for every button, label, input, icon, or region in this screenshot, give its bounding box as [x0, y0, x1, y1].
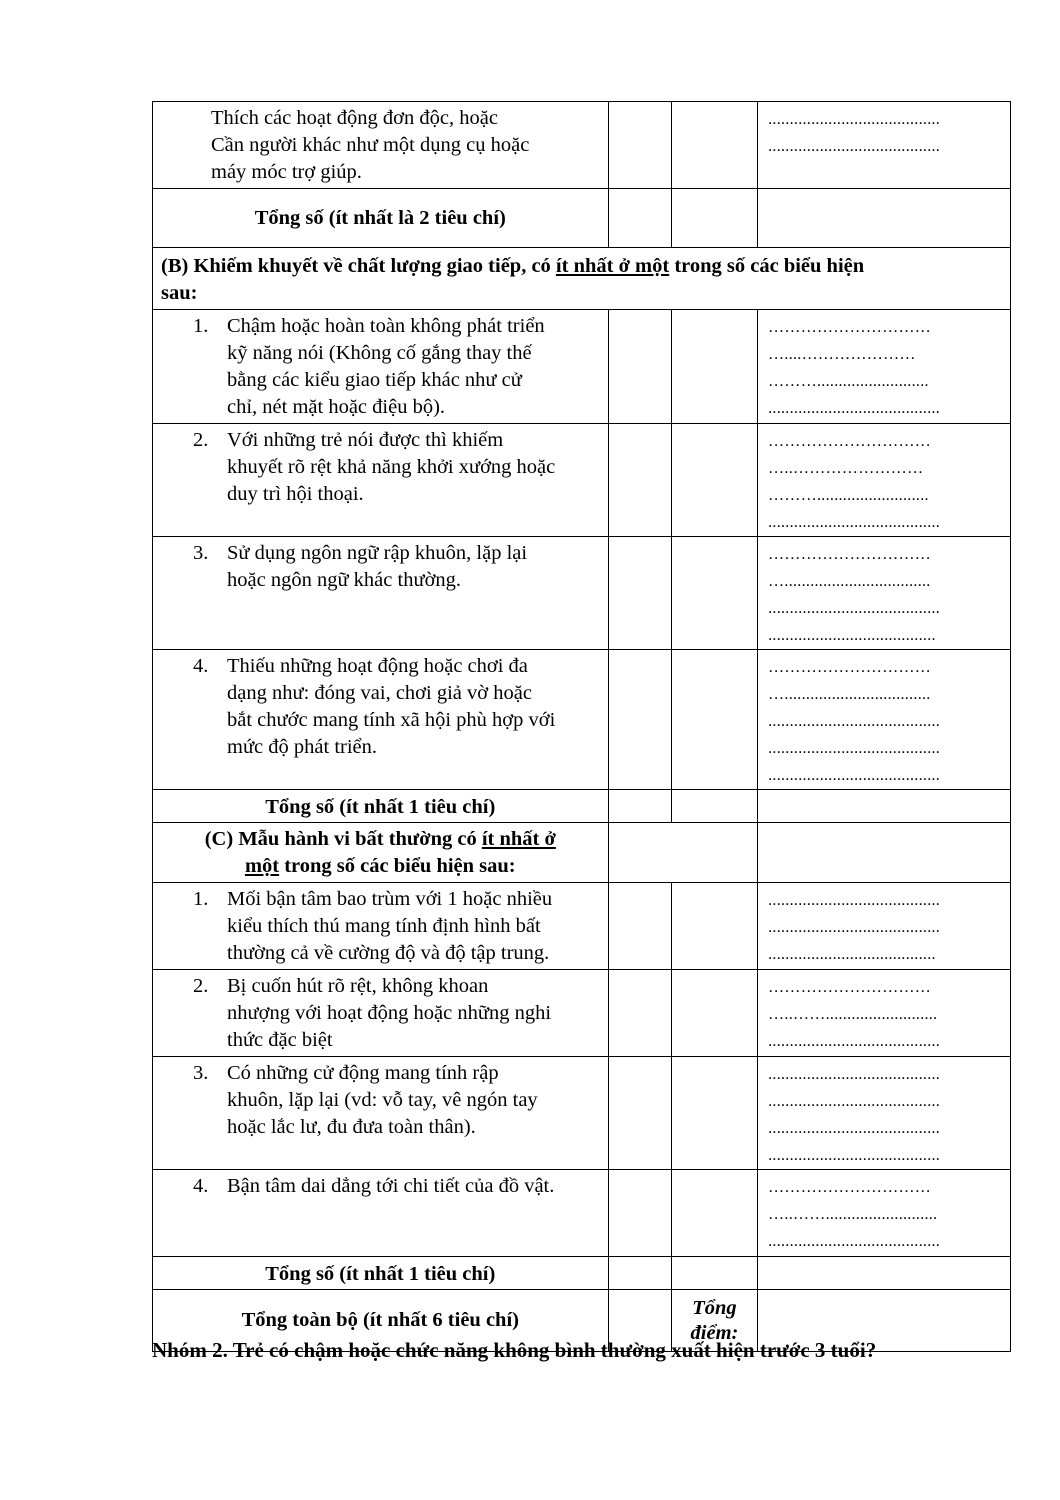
section-c-header — [153, 823, 1011, 883]
item-number: 3. — [193, 1062, 209, 1084]
dotted-line: ….................................. — [768, 573, 931, 590]
section-b-line2: sau: — [161, 282, 198, 304]
item-number: 1. — [193, 888, 209, 910]
criterion-row-c2 — [153, 970, 1011, 1057]
check-cell-no[interactable] — [671, 883, 757, 970]
check-cell-no[interactable] — [671, 189, 757, 248]
criterion-line: duy trì hội thoại. — [227, 483, 364, 505]
criterion-line: nhượng với hoạt động hoặc những nghi — [227, 1002, 552, 1024]
criterion-line: bắt chước mang tính xã hội phù hợp với — [227, 709, 556, 731]
dotted-line: ……….......................... — [768, 373, 929, 390]
check-cell-yes[interactable] — [608, 790, 671, 823]
section-b-header — [153, 248, 1011, 310]
check-cell-yes[interactable] — [608, 650, 671, 790]
criterion-line: mức độ phát triển. — [227, 736, 378, 758]
criterion-row-c3 — [153, 1057, 1011, 1170]
item-number: 4. — [193, 655, 209, 677]
notes-cell[interactable] — [758, 1257, 1011, 1290]
criterion-row-b1 — [153, 310, 1011, 424]
grand-total-label: Tổng toàn bộ (ít nhất 6 tiêu chí) — [153, 1290, 609, 1352]
dotted-line: ………………………… — [768, 546, 932, 563]
check-cell-yes[interactable] — [608, 1257, 671, 1290]
check-cell-yes[interactable] — [608, 1057, 671, 1170]
notes-cell[interactable] — [758, 189, 1011, 248]
criterion-text — [153, 1170, 609, 1257]
dotted-line: ….................................. — [768, 686, 931, 703]
criterion-text — [153, 970, 609, 1057]
item-number: 2. — [193, 975, 209, 997]
check-cell-no[interactable] — [671, 424, 757, 537]
criterion-text — [153, 537, 609, 650]
dotted-line: ....................................... — [768, 946, 936, 963]
check-cell-no[interactable] — [671, 1257, 757, 1290]
dotted-line: ........................................ — [768, 1093, 941, 1110]
criterion-text — [153, 102, 609, 189]
criterion-row-b2 — [153, 424, 1011, 537]
item-number: 4. — [193, 1175, 209, 1197]
dotted-line: ………………………… — [768, 979, 932, 996]
dotted-line: ……….......................... — [768, 487, 929, 504]
dotted-line: ………………………… — [768, 319, 932, 336]
check-cell-yes[interactable] — [608, 883, 671, 970]
criterion-text — [153, 650, 609, 790]
notes-cell[interactable] — [758, 102, 1011, 189]
check-cell-no[interactable] — [671, 1170, 757, 1257]
dotted-line: ........................................ — [768, 919, 941, 936]
criterion-line: bằng các kiểu giao tiếp khác như cử — [227, 369, 522, 391]
total-row-a — [153, 189, 1011, 248]
section-b-prefix: (B) Khiếm khuyết về chất lượng giao tiếp, có — [161, 255, 556, 277]
total-label: Tổng số (ít nhất 1 tiêu chí) — [153, 1257, 609, 1290]
notes-cell[interactable] — [758, 424, 1011, 537]
item-number: 1. — [193, 315, 209, 337]
notes-cell[interactable] — [758, 790, 1011, 823]
check-cell-yes[interactable] — [608, 424, 671, 537]
criterion-line: Bị cuốn hút rõ rệt, không khoan — [227, 975, 489, 997]
section-c-underlined: ít nhất ở — [481, 828, 556, 850]
dotted-line: ........................................ — [768, 1233, 941, 1250]
check-cell-yes[interactable] — [608, 102, 671, 189]
dotted-line: ........................................ — [768, 1120, 941, 1137]
criterion-row-b3 — [153, 537, 1011, 650]
check-cell-no[interactable] — [671, 970, 757, 1057]
section-c-title — [153, 823, 609, 883]
criterion-line: Với những trẻ nói được thì khiếm — [227, 429, 504, 451]
check-cell-merged[interactable] — [608, 823, 758, 883]
score-line: Tổng — [692, 1296, 737, 1319]
check-cell-no[interactable] — [671, 310, 757, 424]
section-c-underlined: một — [244, 855, 280, 877]
check-cell-yes[interactable] — [608, 537, 671, 650]
check-cell-yes[interactable] — [608, 310, 671, 424]
dotted-line: ………………………… — [768, 659, 932, 676]
dotted-line: …....………………… — [768, 346, 916, 363]
section-b-title — [153, 248, 1011, 310]
notes-cell[interactable] — [758, 1170, 1011, 1257]
section-c-prefix: (C) Mẫu hành vi bất thường có — [204, 828, 482, 850]
criterion-line: Thích các hoạt động đơn độc, hoặc — [211, 107, 498, 129]
criterion-line: chỉ, nét mặt hoặc điệu bộ). — [227, 396, 446, 418]
group-2-question: Nhóm 2. Trẻ có chậm hoặc chức năng không bình thường xuất hiện trước 3 tuổi? — [152, 1338, 877, 1362]
check-cell-no[interactable] — [671, 1057, 757, 1170]
item-number: 2. — [193, 429, 209, 451]
dotted-line: …..…….......................... — [768, 1006, 938, 1023]
check-cell-no[interactable] — [671, 790, 757, 823]
check-cell-no[interactable] — [671, 102, 757, 189]
score-line: điểm: — [690, 1321, 739, 1344]
assessment-table — [152, 101, 1011, 1352]
criterion-row-a3 — [153, 102, 1011, 189]
criterion-row-c4 — [153, 1170, 1011, 1257]
criterion-line: khuôn, lặp lại (vd: vỗ tay, vê ngón tay — [227, 1089, 538, 1111]
notes-cell[interactable] — [758, 823, 1011, 883]
criterion-text — [153, 424, 609, 537]
notes-cell[interactable] — [758, 537, 1011, 650]
notes-cell[interactable] — [758, 1057, 1011, 1170]
dotted-line: ........................................ — [768, 600, 941, 617]
dotted-line: ........................................ — [768, 1033, 941, 1050]
dotted-line: …..…….......................... — [768, 1206, 938, 1223]
dotted-line: ………………………… — [768, 433, 932, 450]
check-cell-yes[interactable] — [608, 1170, 671, 1257]
criterion-line: Bận tâm dai dẳng tới chi tiết của đồ vật. — [227, 1175, 555, 1197]
criterion-row-b4 — [153, 650, 1011, 790]
criterion-line: kiểu thích thú mang tính định hình bất — [227, 915, 541, 937]
dotted-line: ........................................ — [768, 111, 941, 128]
dotted-line: ........................................ — [768, 138, 941, 155]
criterion-text — [153, 1057, 609, 1170]
dotted-line: ........................................ — [768, 713, 941, 730]
item-number: 3. — [193, 542, 209, 564]
dotted-line: ........................................ — [768, 514, 941, 531]
criterion-line: thường cả về cường độ và độ tập trung. — [227, 942, 550, 964]
dotted-line: ........................................ — [768, 1147, 941, 1164]
criterion-line: hoặc lắc lư, đu đưa toàn thân). — [227, 1116, 476, 1138]
check-cell-no[interactable] — [671, 537, 757, 650]
dotted-line: ………………………… — [768, 1179, 932, 1196]
dotted-line: …..…………………… — [768, 460, 924, 477]
notes-cell[interactable] — [758, 883, 1011, 970]
criterion-line: hoặc ngôn ngữ khác thường. — [227, 569, 462, 591]
total-row-b — [153, 790, 1011, 823]
dotted-line: ........................................ — [768, 740, 941, 757]
criterion-line: khuyết rõ rệt khả năng khởi xướng hoặc — [227, 456, 556, 478]
dotted-line: ........................................ — [768, 400, 941, 417]
dotted-line: ....................................... — [768, 627, 936, 644]
notes-cell[interactable] — [758, 310, 1011, 424]
section-c-suffix: trong số các biểu hiện sau: — [279, 855, 516, 877]
notes-cell[interactable] — [758, 970, 1011, 1057]
criterion-line: dạng như: đóng vai, chơi giả vờ hoặc — [227, 682, 532, 704]
section-b-underlined: ít nhất ở một — [555, 255, 670, 277]
criterion-text — [153, 310, 609, 424]
check-cell-yes[interactable] — [608, 970, 671, 1057]
notes-cell[interactable] — [758, 650, 1011, 790]
criterion-line: Thiếu những hoạt động hoặc chơi đa — [227, 655, 528, 677]
total-row-c — [153, 1257, 1011, 1290]
criterion-text — [153, 883, 609, 970]
dotted-line: ........................................ — [768, 892, 941, 909]
criterion-line: thức đặc biệt — [227, 1029, 333, 1051]
criterion-line: Sử dụng ngôn ngữ rập khuôn, lặp lại — [227, 542, 528, 564]
criterion-line: Mối bận tâm bao trùm với 1 hoặc nhiều — [227, 888, 553, 910]
section-b-suffix: trong số các biểu hiện — [669, 255, 865, 277]
criterion-line: Chậm hoặc hoàn toàn không phát triển — [227, 315, 545, 337]
criterion-row-c1 — [153, 883, 1011, 970]
criterion-line: Cần người khác như một dụng cụ hoặc — [211, 134, 530, 156]
check-cell-yes[interactable] — [608, 189, 671, 248]
dotted-line: ........................................ — [768, 767, 941, 784]
criterion-line: máy móc trợ giúp. — [211, 161, 362, 183]
criterion-line: kỹ năng nói (Không cố gắng thay thế — [227, 342, 532, 364]
total-label: Tổng số (ít nhất là 2 tiêu chí) — [153, 189, 609, 248]
criterion-line: Có những cử động mang tính rập — [227, 1062, 499, 1084]
total-label: Tổng số (ít nhất 1 tiêu chí) — [153, 790, 609, 823]
dotted-line: ........................................ — [768, 1066, 941, 1083]
check-cell-no[interactable] — [671, 650, 757, 790]
